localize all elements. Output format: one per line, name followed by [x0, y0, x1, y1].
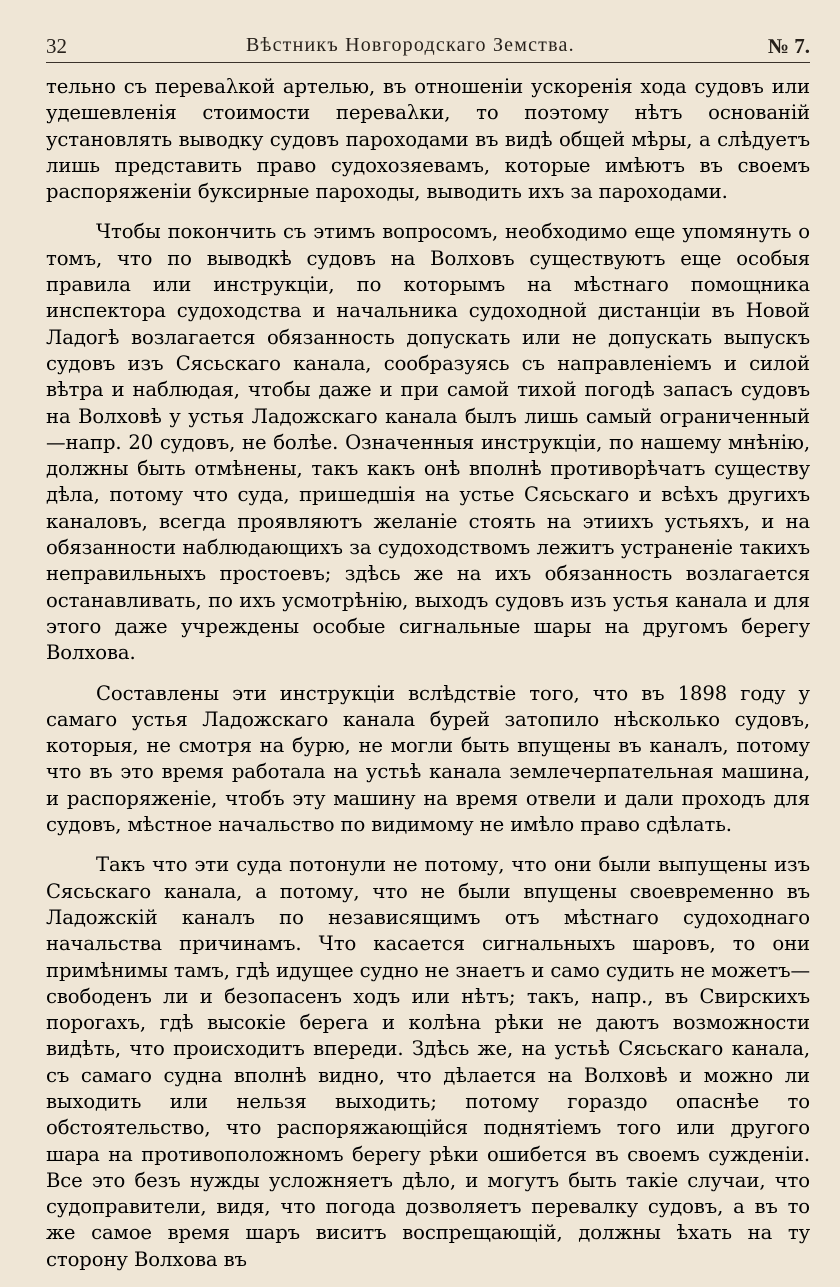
paragraph-2: Чтобы покончить съ этимъ вопросомъ, необходимо еще упомянуть о томъ, что по выводкѣ судовъ на Волховъ существуютъ еще особыя правила или инструкціи, по которымъ на мѣстнаго помощника инспектора судоходства и начальника судоходной дистанціи въ Новой Ладогѣ возлагается обязанность допускать или не допускать выпускъ судовъ изъ Сясьскаго канала, сообразуясь съ направленіемъ и силой вѣтра и наблюдая, чтобы даже и при самой тихой погодѣ запасъ судовъ на Волховѣ у устья Ладожскаго канала былъ лишь самый ограниченный—напр. 20 судовъ, не болѣе. Означенныя инструкціи, по нашему мнѣнію, должны быть отмѣнены, такъ какъ онѣ вполнѣ противорѣчатъ существу дѣла, потому что суда, пришедшія на устье Сясьскаго и всѣхъ другихъ каналовъ, всегда проявляютъ желаніе стоять на этиихъ устьяхъ, и на обязанности наблюдающихъ за судоходствомъ лежитъ устраненіе такихъ неправильныхъ простоевъ; здѣсь же на ихъ обязанность возлагается останавливать, по ихъ усмотрѣнію, выходъ судовъ изъ устья канала и для этого даже учреждены особые сигнальные шары на другомъ берегу Волхова. [46, 220, 810, 665]
running-header [46, 28, 810, 62]
page-number: 32 [46, 34, 67, 58]
paragraph-4: Такъ что эти суда потонули не потому, что они были выпущены изъ Сясьскаго канала, а потому, что не были впущены своевременно въ Ладожскій каналъ по независящимъ отъ мѣстнаго судоходнаго начальства причинамъ. Что касается сигнальныхъ шаровъ, то они примѣнимы тамъ, гдѣ идущее судно не знаетъ и само судить не можетъ—свободенъ ли и безопасенъ ходъ или нѣтъ; такъ, напр., въ Свирскихъ порогахъ, гдѣ высокіе берега и колѣна рѣки не даютъ возможности видѣть, что происходитъ впереди. Здѣсь же, на устьѣ Сясьскаго канала, съ самаго судна вполнѣ видно, что дѣлается на Волховѣ и можно ли выходить или нельзя выходить; потому гораздо опаснѣе то обстоятельство, что распоряжающійся поднятіемъ того или другого шара на противоположномъ берегу рѣки ошибется въ своемъ сужденіи. Все это безъ нужды усложняетъ дѣло, и могутъ быть такіе случаи, что судоправители, видя, что погода дозволяетъ перевалку судовъ, а въ то же самое время шаръ виситъ воспрещающій, должны ѣхать на ту сторону Волхова въ [46, 853, 810, 1271]
issue-number: № 7. [767, 34, 810, 58]
journal-title: Вѣстникъ Новгородскаго Земства. [246, 34, 575, 56]
paragraph-1: тельно съ переваλкой артелью, въ отношеніи ускоренія хода судовъ или удешевленія стоимости переваλки, то поэтому нѣтъ основаній установлять выводку судовъ пароходами въ видѣ общей мѣры, а слѣдуетъ лишь представить право судохозяевамъ, которые имѣютъ въ своемъ распоряженіи буксирные пароходы, выводить ихъ за пароходами. [46, 75, 810, 204]
header-rule [46, 62, 810, 63]
paragraph-3: Составлены эти инструкціи вслѣдствіе того, что въ 1898 году у самаго устья Ладожскаго канала бурей затопило нѣсколько судовъ, которыя, не смотря на бурю, не могли быть впущены въ каналъ, потому что въ это время работала на устьѣ канала землечерпательная машина, и распоряженіе, чтобъ эту машину на время отвели и дали проходъ для судовъ, мѣстное начальство по видимому не имѣло право сдѣлать. [46, 681, 810, 837]
body-text [46, 74, 810, 1287]
